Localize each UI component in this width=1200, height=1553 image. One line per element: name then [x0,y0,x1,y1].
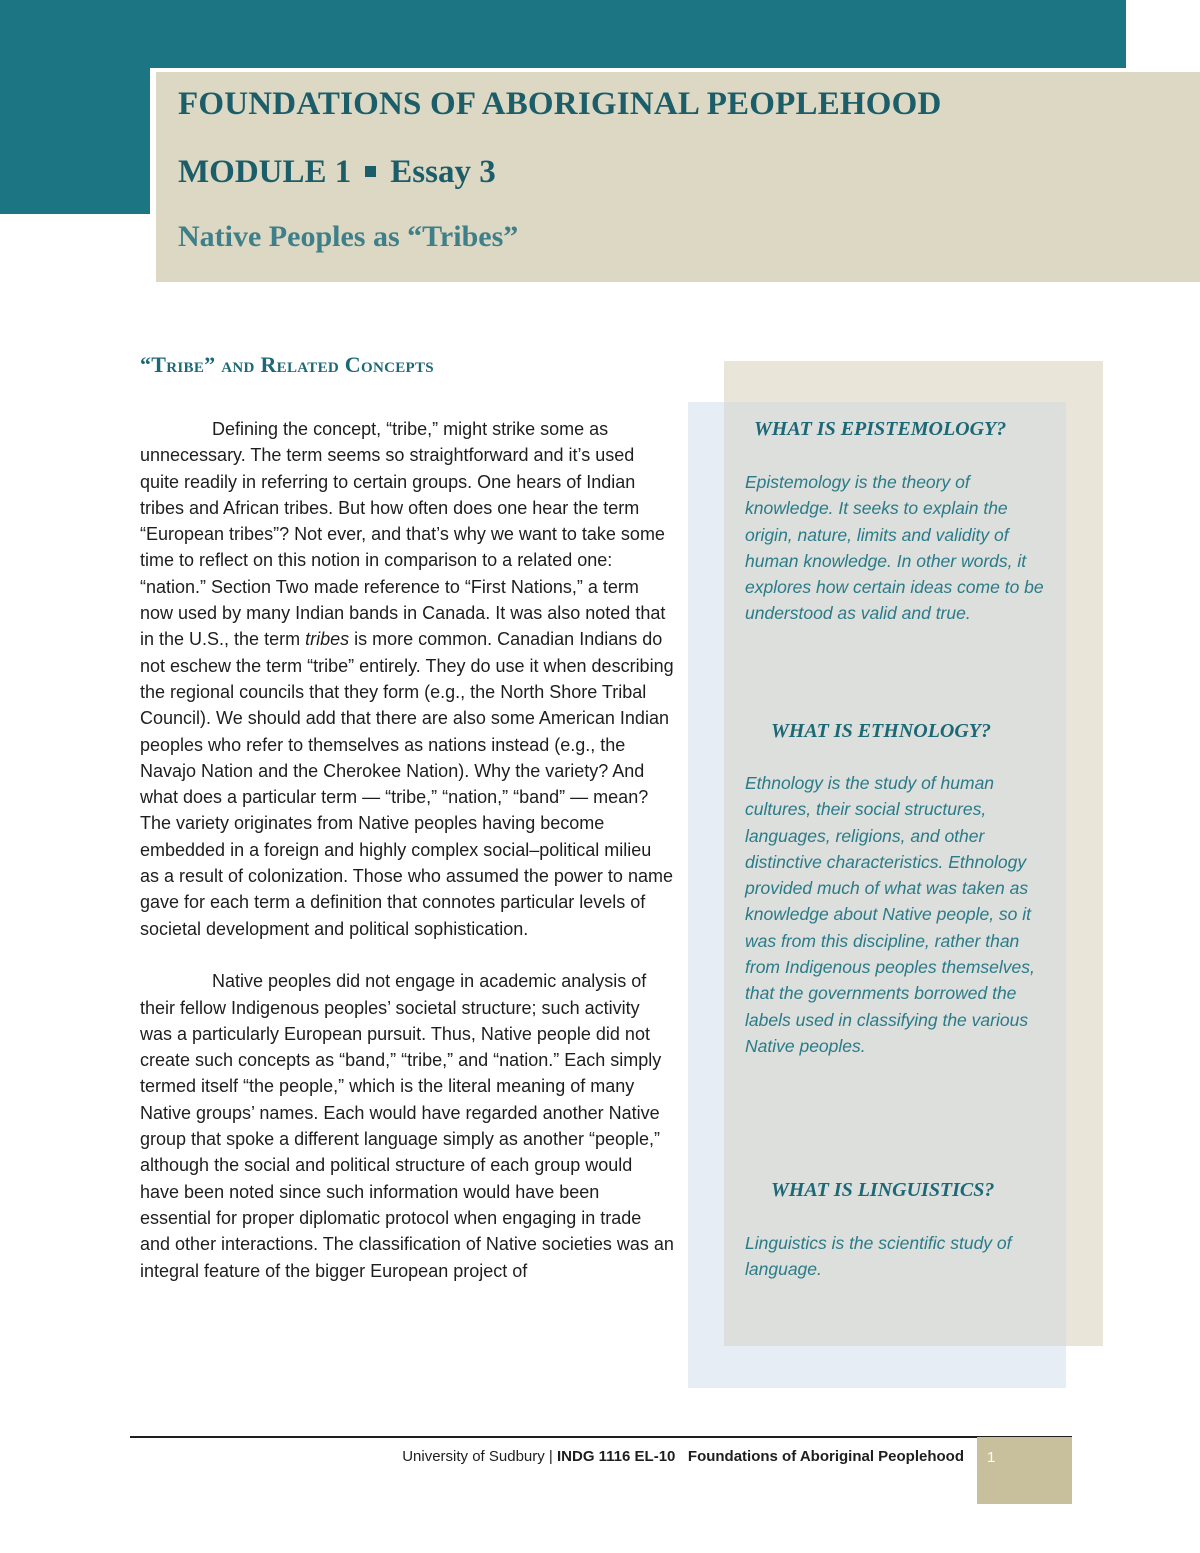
footer-course-code: INDG 1116 EL-10 [556,1448,676,1465]
header-accent-block [0,68,150,214]
body-paragraph: Native peoples did not engage in academic analysis of their fellow Indigenous peoples’ societal structure; such activity was a particularly European pursuit. Thus, Native people did not create such concepts as “band,” “tribe,” and “nation.” Each simply termed itself “the people,” which is the literal meaning of many Native groups’ names. Each would have regarded another Native group that spoke a different language simply as another “people,” although the social and political structure of each group would have been noted since such information would have been essential for proper diplomatic protocol when engaging in trade and other interactions. The classification of Native societies was an integral feature of the bigger European project of [140,971,674,1281]
sidebar-heading-ethnology: WHAT IS ETHNOLOGY? [771,720,992,742]
page-number-box [977,1437,1072,1504]
module-line [178,154,496,191]
header-accent-bar [0,0,1126,68]
sidebar-text-linguistics: Linguistics is the scientific study of language. [745,1233,1012,1280]
essay-subtitle: Native Peoples as “Tribes” [178,220,519,253]
page-number: 1 [987,1449,996,1466]
square-bullet-icon [365,166,376,177]
italic-term: tribes [305,629,350,650]
sidebar-text-epistemology: Epistemology is the theory of knowledge. It seeks to explain the origin, nature, limits and validity of human knowledge. In other words, it explores how certain ideas come to be understood as valid and true. [745,472,1044,624]
sidebar-heading-linguistics: WHAT IS LINGUISTICS? [771,1179,995,1201]
module-label: MODULE 1 [178,154,352,190]
document-header [156,72,1200,282]
footer-course-name: Foundations of Aboriginal Peoplehood [687,1448,964,1465]
footer-divider [130,1436,1072,1438]
essay-label: Essay 3 [390,154,496,190]
footer-institution: University of Sudbury | [402,1448,553,1465]
sidebar-text-ethnology: Ethnology is the study of human cultures, their social structures, languages, religions, and other distinctive characteristics. Ethnology provided much of what was taken as knowledge about Native people, so it was from this discipline, rather than from Indigenous peoples themselves, that the governments borrowed the labels used in classifying the various Native peoples. [745,773,1035,1056]
sidebar-heading-epistemology: WHAT IS EPISTEMOLOGY? [754,418,1007,440]
course-title: FOUNDATIONS OF ABORIGINAL PEOPLEHOOD [178,86,942,122]
footer [402,1448,964,1465]
section-heading: “Tribe” and Related Concepts [140,352,434,377]
body-text [140,416,674,1310]
body-paragraph: Defining the concept, “tribe,” might strike some as unnecessary. The term seems so straightforward and it’s used quite readily in referring to certain groups. One hears of Indian tribes and African tribes. But how often does one hear the term “European tribes”? Not ever, and that’s why we want to take some time to reflect on this notion in comparison to a related one: “nation.” Section Two made reference to “First Nations,” a term now used by many Indian bands in Canada. It was also noted that in the U.S., the term tribes is more common. Canadian Indians do not eschew the term “tribe” entirely. They do use it when describing the regional councils that they form (e.g., the North Shore Tribal Council). We should add that there are also some American Indian peoples who refer to themselves as nations instead (e.g., the Navajo Nation and the Cherokee Nation). Why the variety? And what does a particular term — “tribe,” “nation,” “band” — mean? The variety originates from Native peoples having become embedded in a foreign and highly complex social–political milieu as a result of colonization. Those who assumed the power to name gave for each term a definition that connotes particular levels of societal development and political sophistication. [140,419,674,939]
